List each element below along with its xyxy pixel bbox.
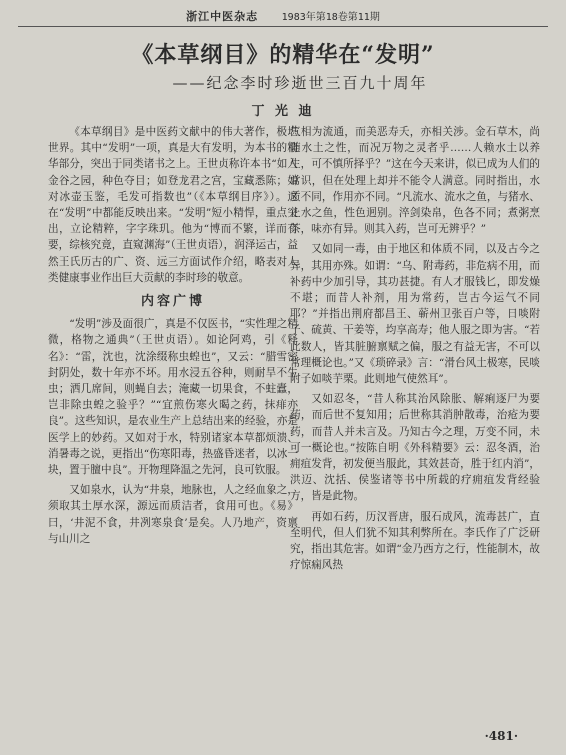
page-number: ·481·: [484, 729, 518, 743]
article-title: 《本草纲目》的精华在“发明”: [131, 42, 435, 68]
article-author: 丁 光 迪: [251, 104, 315, 119]
right-column: [290, 124, 540, 577]
section-heading: 内容广博: [140, 294, 205, 310]
header-rule: [18, 26, 548, 27]
paragraph: 又如同一毒，由于地区和体质不同，以及古今之异，其用亦殊。如谓：“乌、附毒药，非危病不用，而补药中少加引导，其功甚捷。有人才服钱匕，即发燥不堪；而昔人补剂，用为常药，岂古今运气不同耶？”并指出荆府都昌王、蕲州卫张百户等，日啖附子、硫黄、干姜等，均享高寿；他人服之即为害。“若此数人，皆其脏腑禀赋之偏，服之有益无害，不可以常理概论也。”又《琐碎录》言：“滑台风土极寒，民啖附子如啖芋栗。此则地气使然耳”。: [290, 243, 540, 386]
paragraph: 再如石药，历汉晋唐，服石成风，流毒甚广，直至明代，但人们犹不知其利弊所在。李氏作了广泛研究，指出其危害。如谓“金乃西方之行，性能制木，故疗惊痫风热: [290, 510, 540, 572]
issue-info: 1983年第18卷第11期: [281, 12, 380, 23]
paragraph: 又如泉水，认为“井泉，地脉也，人之经血象之，须取其土厚水深，源远而质洁者，食用可也。《易》曰，‘井泥不食，井冽寒泉食’是矣。人乃地产，资禀与山川之: [48, 484, 298, 545]
running-header: [0, 8, 566, 26]
article-subtitle: ——纪念李时珍逝世三百九十周年: [172, 74, 428, 92]
paragraph: 气相为流通，而美恶寿夭，亦相关涉。金石草木，尚随水土之性，而况万物之灵者乎……人赖水土以养生，可不慎所择乎？”这在今天来讲，似已成为人们的常识，但在处理上却并不能令人满意。同时指出，水质不同，作用亦不同。“凡流水、流水之鱼，与猪水、止水之鱼，性色迥别。淬剑染帛，色各不同；煮粥烹茶，味亦有异。则其入药，岂可无辨乎？”: [290, 126, 540, 236]
paragraph: “发明”涉及面很广，真是不仅医书，“实性理之精微，格物之通典”（王世贞语）。如论阿鸡，引《释名》：“雷，沈也，沈涂缀称虫蝗也”，又云：“腊雪密封阴处，数十年亦不坏。用水浸五谷种，则耐旱不生虫；洒几席间，则蝇自去；淹藏一切果食，不蛀蠹，岂非除虫蝗之验乎？”“宜煎伤寒火暍之药，抹痱亦良”。这些知识，是农业生产上总结出来的经验，亦是医学上的妙药。又如对于水，特别诸家本草都烦溃、消暑毒之说，更指出“伤寒阳毒，热盛昏迷者，以冰一块，置于膻中良”。开物理降温之先河，良可钦服。: [48, 318, 298, 477]
paragraph: 《本草纲目》是中医药文献中的伟大著作，极堪世界。其中“发明”一项，真是大有发明，为本书的精华部分，突出于同类诸书之上。王世贞称许本书“如入金谷之园，种色夺目；如登龙君之宫，宝藏悉陈；如对冰壶玉鉴，毛发可指数也”（《本草纲目序》）。这在“发明”中都能反映出来。“发明”短小精悍，重点突出，立论精粹，字字珠玑。他为“博而不繁，详而有要，综核究竟，直窥渊海”（王世贞语），润泽运古，益然王氏历古的广、资、远三方面试作介绍，略表对人类健康事业作出巨大贡献的李时珍的敬意。: [48, 126, 298, 284]
left-column: [48, 124, 298, 551]
paragraph: 又如忍冬，“昔人称其治风除胀、解痢逐尸为要药，而后世不复知用；后世称其消肿散毒，治疮为要药，而昔人并未言及。乃知古今之理，万变不同，未可一概论也。”按陈自明《外科精要》云：忍冬酒，治痈疽发背，初发便当服此，其效甚奇，胜于红内消”，洪迈、沈括、侯鉴诸等书中所载的疗痈疽发背经验方，皆是此物。: [290, 393, 540, 503]
journal-name: 浙江中医杂志: [186, 10, 259, 23]
